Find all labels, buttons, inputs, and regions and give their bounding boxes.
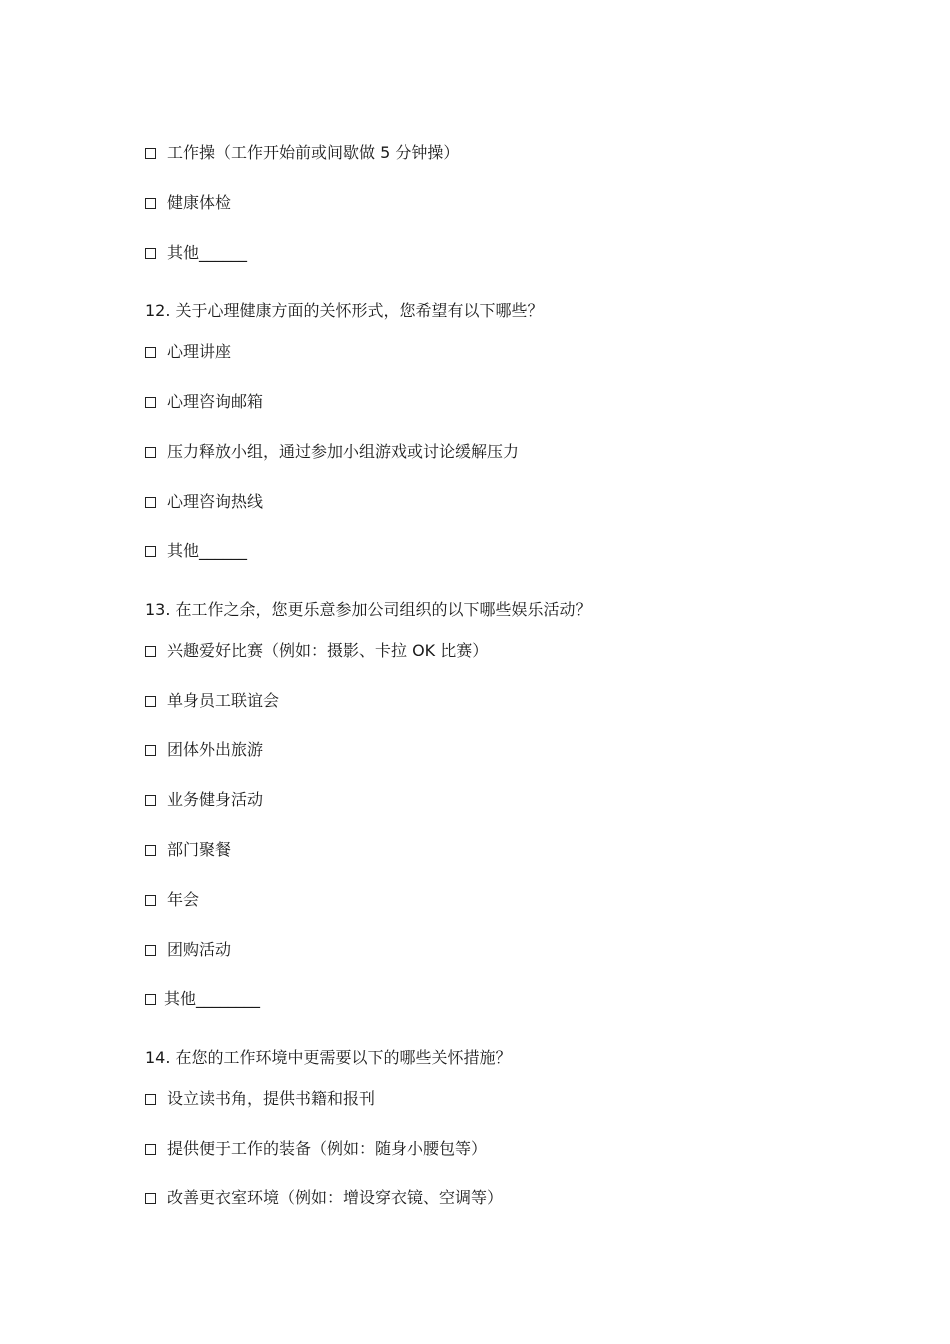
checkbox-icon[interactable] (145, 745, 156, 756)
checkbox-icon[interactable] (145, 198, 156, 209)
option-checkbox[interactable] (145, 242, 247, 264)
checkbox-icon[interactable] (145, 497, 156, 508)
option-label: 团体外出旅游 (167, 740, 264, 759)
option-label: 其他________ (164, 989, 261, 1008)
option-label: 业务健身活动 (167, 790, 264, 809)
option-label: 改善更衣室环境（例如：增设穿衣镜、空调等） (167, 1188, 504, 1207)
option-label: 工作操（工作开始前或间歇做 5 分钟操） (167, 143, 460, 162)
option-checkbox[interactable] (145, 192, 231, 214)
checkbox-icon[interactable] (145, 994, 156, 1005)
option-checkbox[interactable] (145, 1187, 503, 1209)
option-label: 心理咨询热线 (167, 492, 264, 511)
option-checkbox[interactable] (145, 491, 263, 513)
checkbox-icon[interactable] (145, 347, 156, 358)
option-checkbox[interactable] (145, 441, 519, 463)
option-checkbox[interactable] (145, 839, 231, 861)
option-label: 压力释放小组，通过参加小组游戏或讨论缓解压力 (167, 442, 520, 461)
checkbox-icon[interactable] (145, 1094, 156, 1105)
option-label: 年会 (167, 890, 200, 909)
checkbox-icon[interactable] (145, 1144, 156, 1155)
option-label: 设立读书角，提供书籍和报刊 (167, 1089, 376, 1108)
question-title: 12. 关于心理健康方面的关怀形式，您希望有以下哪些？ (145, 301, 544, 320)
option-label: 兴趣爱好比赛（例如：摄影、卡拉 OK 比赛） (167, 641, 489, 660)
checkbox-icon[interactable] (145, 795, 156, 806)
option-checkbox[interactable] (145, 889, 199, 911)
checkbox-icon[interactable] (145, 845, 156, 856)
option-label: 心理咨询邮箱 (167, 392, 264, 411)
option-checkbox[interactable] (145, 789, 263, 811)
question-title: 14. 在您的工作环境中更需要以下的哪些关怀措施？ (145, 1048, 512, 1067)
checkbox-icon[interactable] (145, 248, 156, 259)
option-checkbox[interactable] (145, 988, 260, 1010)
option-checkbox[interactable] (145, 640, 488, 662)
option-label: 提供便于工作的装备（例如：随身小腰包等） (167, 1139, 488, 1158)
option-label: 健康体检 (167, 193, 232, 212)
checkbox-icon[interactable] (145, 397, 156, 408)
option-checkbox[interactable] (145, 341, 231, 363)
checkbox-icon[interactable] (145, 895, 156, 906)
checkbox-icon[interactable] (145, 1193, 156, 1204)
option-checkbox[interactable] (145, 142, 459, 164)
question-title: 13. 在工作之余，您更乐意参加公司组织的以下哪些娱乐活动？ (145, 600, 592, 619)
option-checkbox[interactable] (145, 391, 263, 413)
checkbox-icon[interactable] (145, 148, 156, 159)
checkbox-icon[interactable] (145, 447, 156, 458)
checkbox-icon[interactable] (145, 945, 156, 956)
checkbox-icon[interactable] (145, 646, 156, 657)
option-label: 团购活动 (167, 940, 232, 959)
checkbox-icon[interactable] (145, 546, 156, 557)
checkbox-icon[interactable] (145, 696, 156, 707)
option-checkbox[interactable] (145, 1088, 375, 1110)
option-checkbox[interactable] (145, 540, 247, 562)
option-checkbox[interactable] (145, 939, 231, 961)
option-label: 心理讲座 (167, 342, 232, 361)
option-label: 单身员工联谊会 (167, 691, 280, 710)
option-label: 其他______ (167, 243, 248, 262)
option-checkbox[interactable] (145, 1138, 487, 1160)
option-checkbox[interactable] (145, 690, 279, 712)
option-label: 其他______ (167, 541, 248, 560)
option-checkbox[interactable] (145, 739, 263, 761)
option-label: 部门聚餐 (167, 840, 232, 859)
